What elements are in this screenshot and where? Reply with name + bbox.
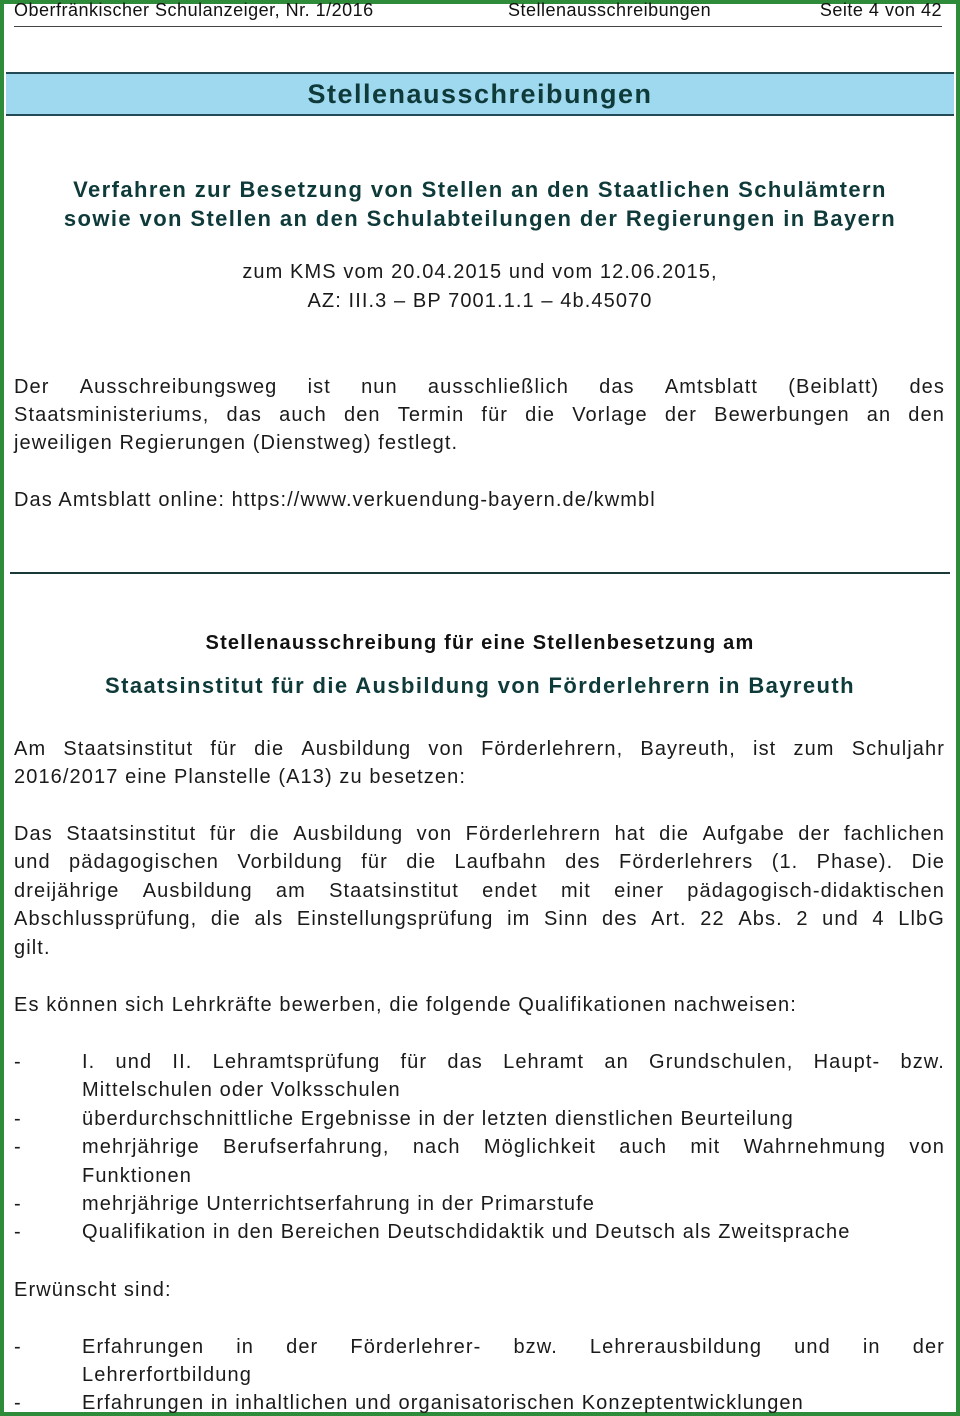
word: Möglichkeit (483, 1136, 597, 1158)
word: Bayreuth, (640, 738, 736, 760)
word: auch (279, 404, 327, 426)
word: Ausbildung (142, 880, 253, 902)
word: der (286, 1336, 319, 1358)
desired-intro: Erwünscht sind: (14, 1279, 172, 1301)
word: Förderlehrer- (350, 1336, 482, 1358)
paragraph-line: 2016/2017 eine Planstelle (A13) zu besetzen: (14, 766, 467, 788)
word: fachlichen (843, 823, 945, 845)
procedure-heading-line2: sowie von Stellen an den Schulabteilungen der Regierungen in Bayern (63, 206, 897, 231)
word: Ausschreibungsweg (79, 376, 278, 398)
word: Abschlussprüfung, (14, 908, 198, 930)
word: des (909, 376, 945, 398)
word: Wahrnehmung (743, 1136, 887, 1158)
word: die (406, 851, 437, 873)
posting-institution-heading: Staatsinstitut für die Ausbildung von Förderlehrern in Bayreuth (105, 673, 855, 698)
word: Bewerbungen (714, 404, 850, 426)
word: Am (14, 738, 47, 760)
word: (1. (771, 851, 799, 873)
word: 4 (872, 908, 885, 930)
word: einer (614, 880, 665, 902)
word: die (249, 823, 280, 845)
word: Laufbahn (454, 851, 547, 873)
word: Grundschulen, (649, 1051, 794, 1073)
paragraph-line (14, 738, 945, 761)
desired-item-continued: Lehrerfortbildung (82, 1364, 252, 1386)
word: pädagogischen (69, 851, 219, 873)
word: den (343, 404, 381, 426)
word: (Beiblatt) (788, 376, 880, 398)
paragraph-line (14, 376, 945, 399)
word: nun (361, 376, 398, 398)
word: Lehramtsprüfung (212, 1051, 381, 1073)
word: Förderlehrers (619, 851, 754, 873)
word: der (798, 823, 831, 845)
requirement-item: mehrjährige Unterrichtserfahrung in der Primarstufe (82, 1193, 595, 1215)
requirement-item: überdurchschnittliche Ergebnisse in der letzten dienstlichen Beurteilung (82, 1108, 794, 1130)
word: Die (911, 851, 945, 873)
word: die (525, 404, 556, 426)
word: der (664, 404, 698, 426)
word: ist (753, 738, 777, 760)
word: im (507, 908, 531, 930)
word: als (254, 908, 284, 930)
word: pädagogisch-didaktischen (687, 880, 945, 902)
list-bullet: - (14, 1336, 21, 1358)
procedure-heading-line1: Verfahren zur Besetzung von Stellen an den Staatlichen Schulämtern (73, 177, 887, 202)
word: mit (690, 1136, 721, 1158)
reference-line1: zum KMS vom 20.04.2015 und vom 12.06.2015, (242, 261, 718, 283)
word: und (115, 1051, 153, 1073)
word: bzw. (513, 1336, 558, 1358)
word: Haupt- (813, 1051, 881, 1073)
word: Staatsinstitut (66, 823, 197, 845)
word: von (909, 1136, 945, 1158)
word: der (912, 1336, 945, 1358)
word: das (599, 376, 635, 398)
word: auch (619, 1136, 668, 1158)
word: Ausbildung (293, 823, 404, 845)
word: in (236, 1336, 255, 1358)
header-page-number: Seite 4 von 42 (819, 0, 942, 20)
word: Einstellungsprüfung (296, 908, 494, 930)
word: in (862, 1336, 881, 1358)
word: Phase). (816, 851, 894, 873)
word: des (602, 908, 638, 930)
word: für (481, 404, 509, 426)
word: bzw. (900, 1051, 945, 1073)
word: Staatsinstitut (329, 880, 459, 902)
requirement-item-continued: Funktionen (82, 1165, 192, 1187)
running-header (14, 0, 942, 27)
list-bullet: - (14, 1193, 21, 1215)
list-bullet: - (14, 1051, 21, 1073)
word: für (361, 851, 388, 873)
word: Art. (651, 908, 687, 930)
desired-item (82, 1336, 945, 1359)
word: den (908, 404, 945, 426)
word: zum (793, 738, 835, 760)
word: mit (560, 880, 591, 902)
section-title: Stellenausschreibungen (6, 72, 954, 116)
list-bullet: - (14, 1392, 21, 1414)
word: und (794, 1336, 831, 1358)
word: für (209, 823, 237, 845)
reference-line2: AZ: III.3 – BP 7001.1.1 – 4b.45070 (307, 290, 653, 312)
word: Schuljahr (851, 738, 945, 760)
word: Der (14, 376, 50, 398)
word: Vorbildung (237, 851, 343, 873)
requirement-item: Qualifikation in den Bereichen Deutschdidaktik und Deutsch als Zweitsprache (82, 1221, 851, 1243)
word: die (254, 738, 285, 760)
word: Förderlehrern (465, 823, 602, 845)
header-publication: Oberfränkischer Schulanzeiger, Nr. 1/2016 (14, 0, 374, 20)
word: endet (482, 880, 538, 902)
paragraph-line (14, 880, 945, 903)
word: Aufgabe (702, 823, 785, 845)
word: Amtsblatt (664, 376, 759, 398)
paragraph-line (14, 908, 945, 931)
word: Abs. (738, 908, 783, 930)
word: des (565, 851, 601, 873)
desired-item: Erfahrungen in inhaltlichen und organisatorischen Konzeptentwicklungen (82, 1392, 804, 1414)
amtsblatt-link-text: Das Amtsblatt online: https://www.verkuendung-bayern.de/kwmbl (14, 489, 656, 511)
word: das (226, 404, 263, 426)
word: ausschließlich (427, 376, 569, 398)
word: an (866, 404, 892, 426)
word: LlbG (898, 908, 945, 930)
word: hat (614, 823, 646, 845)
word: Sinn (543, 908, 589, 930)
word: II. (172, 1051, 193, 1073)
word: und (822, 908, 859, 930)
word: Das (14, 823, 53, 845)
requirement-item (82, 1051, 945, 1074)
word: Staatsministeriums, (14, 404, 210, 426)
word: am (275, 880, 306, 902)
word: Lehrerausbildung (589, 1336, 763, 1358)
word: von (428, 738, 464, 760)
posting-subheading: Stellenausschreibung für eine Stellenbesetzung am (205, 632, 755, 654)
word: und (14, 851, 51, 873)
word: die (659, 823, 690, 845)
word: ist (307, 376, 331, 398)
list-bullet: - (14, 1221, 21, 1243)
word: an (604, 1051, 629, 1073)
word: Erfahrungen (82, 1336, 205, 1358)
word: 22 (700, 908, 725, 930)
word: die (210, 908, 241, 930)
word: Vorlage (572, 404, 648, 426)
section-divider (10, 572, 950, 574)
word: Ausbildung (301, 738, 412, 760)
word: Staatsinstitut (63, 738, 194, 760)
word: dreijährige (14, 880, 120, 902)
paragraph-line: gilt. (14, 937, 51, 959)
word: mehrjährige (82, 1136, 200, 1158)
paragraph-line (14, 851, 945, 874)
list-bullet: - (14, 1136, 21, 1158)
header-section: Stellenausschreibungen (508, 0, 712, 20)
word: das (447, 1051, 483, 1073)
word: von (416, 823, 453, 845)
requirement-item-continued: Mittelschulen oder Volksschulen (82, 1079, 401, 1101)
qualifications-intro: Es können sich Lehrkräfte bewerben, die folgende Qualifikationen nachweisen: (14, 994, 797, 1016)
word: für (210, 738, 238, 760)
paragraph-line (14, 404, 945, 427)
requirement-item (82, 1136, 945, 1159)
word: für (400, 1051, 428, 1073)
word: 2 (796, 908, 809, 930)
word: Lehramt (503, 1051, 585, 1073)
list-bullet: - (14, 1108, 21, 1130)
word: I. (82, 1051, 96, 1073)
word: Termin (397, 404, 465, 426)
word: Förderlehrern, (481, 738, 624, 760)
paragraph-line: jeweiligen Regierungen (Dienstweg) festlegt. (14, 432, 459, 454)
word: nach (412, 1136, 461, 1158)
word: Berufserfahrung, (222, 1136, 390, 1158)
paragraph-line (14, 823, 945, 846)
